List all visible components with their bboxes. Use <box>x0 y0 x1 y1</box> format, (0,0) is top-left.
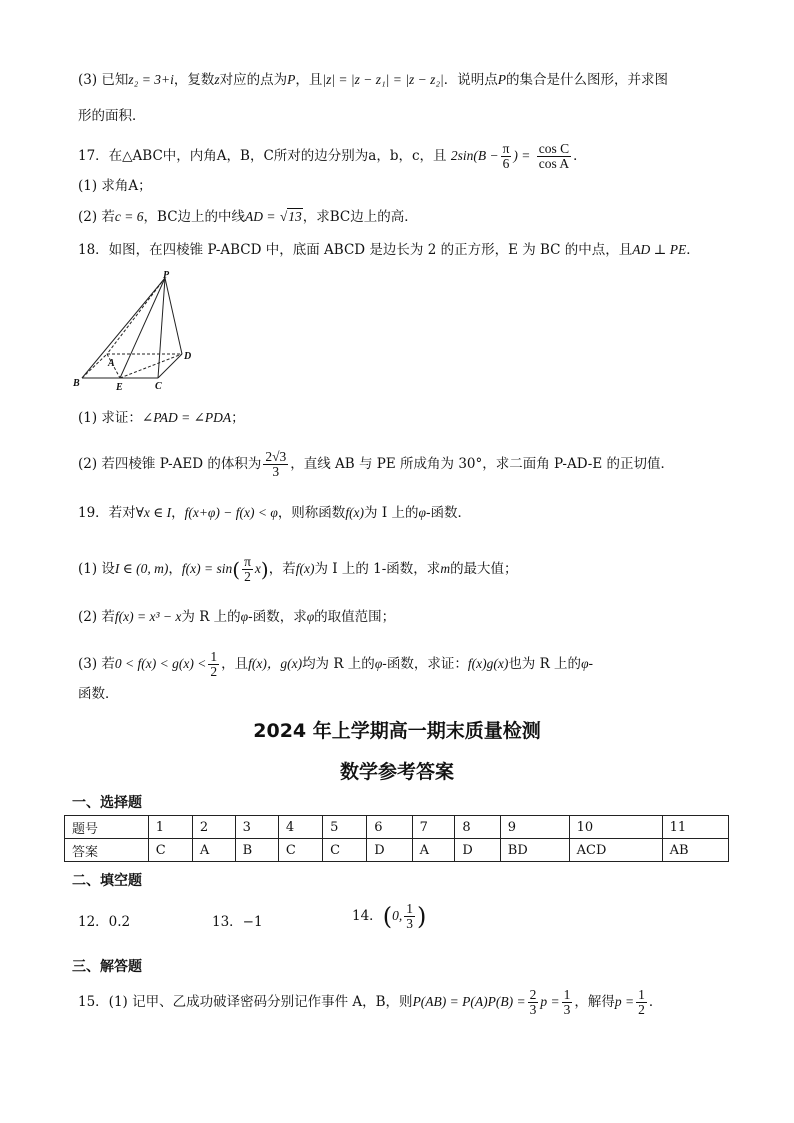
text: 对应的点为 <box>219 72 288 88</box>
table-row-numbers <box>65 816 729 839</box>
solution-15 <box>78 988 728 1017</box>
table-cell: B <box>235 839 278 862</box>
table-cell: 11 <box>662 816 728 839</box>
denominator: 6 <box>502 156 510 171</box>
math: z₂ = 3+i <box>128 72 174 87</box>
table-cell: 6 <box>367 816 412 839</box>
fraction-cosC-cosA <box>537 142 571 171</box>
table-cell: 4 <box>278 816 322 839</box>
table-cell: 9 <box>500 816 569 839</box>
section-multiple-choice: 一、选择题 <box>72 795 142 811</box>
text: 为 I 上的 1-函数，求 <box>314 561 441 577</box>
label-D: D <box>184 351 192 362</box>
text: ，则称函数 <box>277 505 346 521</box>
problem-17-q1: (1) 求角A； <box>78 178 152 194</box>
fraction-half <box>208 650 219 679</box>
table-cell: 5 <box>323 816 367 839</box>
math: φ <box>418 505 426 520</box>
text: ，且 <box>295 72 323 88</box>
table-cell: 7 <box>412 816 455 839</box>
text: ． <box>573 148 587 164</box>
numerator: cos C <box>538 141 570 156</box>
fraction-1-2 <box>636 988 647 1017</box>
math: f(x) = sin <box>181 561 233 576</box>
denominator: 2 <box>210 664 218 679</box>
math: p = <box>540 994 560 1009</box>
math: P(AB) = P(A)P(B) = <box>412 994 526 1009</box>
fraction-pi-6 <box>501 142 512 171</box>
problem-19-stem <box>78 503 728 523</box>
problem-19-continuation: 函数． <box>78 686 119 702</box>
math: |z| = |z − z₁| = |z − z₂| <box>322 72 444 87</box>
math: f(x+φ) − f(x) < φ <box>184 505 278 520</box>
text: ； <box>231 410 245 426</box>
text: 17．在△ABC中，内角A，B，C所对的边分别为a，b，c，且 <box>78 148 447 164</box>
answer-subtitle: 数学参考答案 <box>339 761 454 783</box>
numerator: π <box>244 554 251 569</box>
text: -函数，求 <box>248 609 307 625</box>
text: 14． <box>352 908 383 924</box>
text: ． <box>686 242 700 258</box>
math: ∠PAD = ∠PDA <box>141 410 232 425</box>
fraction-third <box>404 902 415 931</box>
text: (2) 若 <box>78 609 115 625</box>
table-cell: A <box>192 839 235 862</box>
text: 也为 R 上的 <box>508 656 582 672</box>
text: (3) 若 <box>78 656 115 672</box>
problem-19-q1: (1) 设I ∈ (0, m)，f(x) = sin( $\frac{\pi}{2}$ x)，若f(x)为 I 上的 1-函数，求m的最大值； <box>78 554 518 584</box>
text: ， <box>168 561 182 577</box>
text: ， <box>171 505 185 521</box>
text: 的取值范围； <box>314 609 396 625</box>
numerator: 1 <box>563 987 571 1002</box>
math: x <box>254 561 261 576</box>
problem-18-q1 <box>78 408 728 428</box>
text: 的最大值； <box>450 561 518 577</box>
problem-17-stem <box>78 142 728 171</box>
math: p = <box>614 994 635 1009</box>
table-cell: AB <box>662 839 728 862</box>
fraction-2-3 <box>528 988 539 1017</box>
label-E: E <box>116 382 123 393</box>
problem-19-q2 <box>78 607 728 627</box>
answer-14: 14．(0, $\frac{1}{3}$ ) <box>352 901 427 931</box>
text: 为 I 上的 <box>364 505 419 521</box>
problem-16-part-3 <box>78 70 728 90</box>
fraction-1-3 <box>562 988 573 1017</box>
text: ． <box>648 994 663 1010</box>
text: ，若 <box>268 561 296 577</box>
answer-title: 2024 年上学期高一期末质量检测 <box>253 720 541 742</box>
math: f(x) <box>345 505 365 520</box>
math: φ <box>374 656 383 671</box>
table-header: 答案 <box>65 839 149 862</box>
table-cell: D <box>455 839 500 862</box>
table-cell: 1 <box>148 816 192 839</box>
answer-12: 12．0.2 <box>78 914 131 930</box>
text: -函数，求证： <box>382 656 468 672</box>
denominator: 3 <box>563 1002 571 1017</box>
text: ，解得 <box>574 994 615 1010</box>
text: (2) 若 <box>78 209 115 225</box>
table-row-answers <box>65 839 729 862</box>
problem-19-q3 <box>78 650 728 679</box>
denominator: cos A <box>538 156 570 171</box>
text: (2) 若四棱锥 P-AED 的体积为 <box>78 456 262 472</box>
math: 0 < f(x) < g(x) < <box>114 656 207 671</box>
math: φ <box>306 609 315 624</box>
text: 18．如图，在四棱锥 P-ABCD 中，底面 ABCD 是边长为 2 的正方形，E 为 BC 的中点，且 <box>78 242 633 258</box>
table-cell: C <box>278 839 322 862</box>
math: f(x) = x³ − x <box>114 609 182 624</box>
text: - <box>588 656 594 672</box>
answer-table <box>64 815 729 862</box>
table-header: 题号 <box>65 816 149 839</box>
math: 2sin(B − <box>450 148 499 163</box>
numerator: 2√3 <box>265 449 287 464</box>
text: 15．(1) 记甲、乙成功破译密码分别记作事件 A，B，则 <box>78 994 413 1010</box>
denominator: 2 <box>244 569 251 584</box>
label-C: C <box>155 381 162 392</box>
math: I ∈ (0, m) <box>114 561 169 576</box>
text: ，求BC边上的高． <box>302 209 418 225</box>
denominator: 3 <box>406 916 413 931</box>
math: 0, <box>392 908 403 923</box>
table-cell: 10 <box>569 816 662 839</box>
text: ，直线 AB 与 PE 所成角为 30°，求二面角 P-AD-E 的正切值． <box>290 456 674 472</box>
table-cell: 3 <box>235 816 278 839</box>
math: c = 6 <box>114 209 144 224</box>
table-cell: A <box>412 839 455 862</box>
problem-18-stem <box>78 240 728 260</box>
numerator: 2 <box>529 987 537 1002</box>
answer-13: 13．−1 <box>212 914 263 930</box>
math: f(x) <box>295 561 315 576</box>
math: m <box>440 561 451 576</box>
text: (1) 设 <box>78 561 115 577</box>
math: ) = <box>513 148 531 163</box>
math: AD = <box>245 209 276 224</box>
text: (3) 已知 <box>78 72 129 88</box>
section-fill-in: 二、填空题 <box>72 873 142 889</box>
text: 19．若对 <box>78 505 136 521</box>
denominator: 3 <box>272 464 280 479</box>
math: P <box>287 72 296 87</box>
text: 均为 R 上的 <box>302 656 375 672</box>
numerator: 1 <box>406 901 413 916</box>
label-P: P <box>163 270 170 281</box>
numerator: π <box>502 141 510 156</box>
fraction-volume <box>263 450 288 479</box>
text: -函数． <box>425 505 471 521</box>
table-cell: 8 <box>455 816 500 839</box>
sqrt: 13 <box>288 209 302 224</box>
text: (1) 求证： <box>78 410 142 426</box>
math: ∀x ∈ I <box>135 505 172 520</box>
table-cell: C <box>148 839 192 862</box>
table-cell: D <box>367 839 412 862</box>
fraction-pi-2 <box>242 555 253 584</box>
math: z <box>214 72 220 87</box>
text: 的集合是什么图形，并求图 <box>505 72 668 88</box>
numerator: 1 <box>210 649 218 664</box>
math: φ <box>581 656 589 671</box>
text: ，复数 <box>173 72 215 88</box>
section-solutions: 三、解答题 <box>72 959 142 975</box>
label-B: B <box>73 378 80 389</box>
table-cell: C <box>323 839 367 862</box>
math: φ <box>240 609 249 624</box>
problem-18-q2 <box>78 450 728 479</box>
text: ，BC边上的中线 <box>143 209 246 225</box>
table-cell: ACD <box>569 839 662 862</box>
label-A: A <box>108 358 115 369</box>
fill-in-answers <box>78 901 728 932</box>
math: f(x)g(x) <box>467 656 509 671</box>
table-cell: 2 <box>192 816 235 839</box>
math: AD ⊥ PE <box>632 242 687 257</box>
text: ，且 <box>221 656 249 672</box>
math: P <box>497 72 506 87</box>
text: ．说明点 <box>443 72 498 88</box>
problem-17-q2: (2) 若c = 6，BC边上的中线AD = √13，求BC边上的高． <box>78 209 418 225</box>
text: 为 R 上的 <box>181 609 241 625</box>
denominator: 2 <box>638 1002 645 1017</box>
pyramid-figure <box>70 270 210 395</box>
math: f(x)，g(x) <box>248 656 303 671</box>
problem-16-continuation: 形的面积． <box>78 108 146 124</box>
table-cell: BD <box>500 839 569 862</box>
denominator: 3 <box>529 1002 537 1017</box>
numerator: 1 <box>638 987 645 1002</box>
